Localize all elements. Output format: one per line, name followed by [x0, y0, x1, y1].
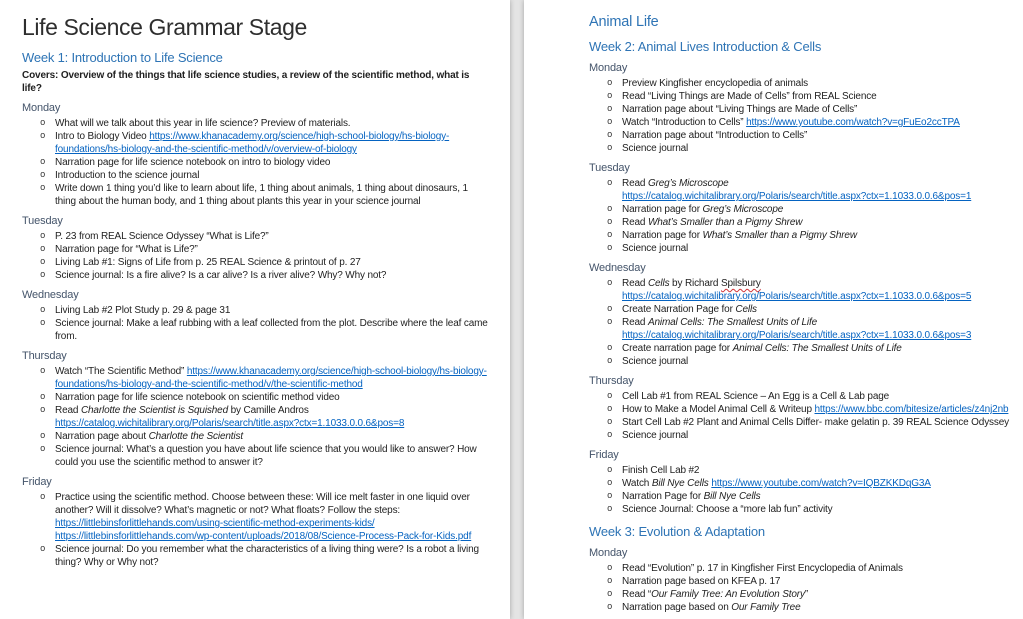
- bullet-marker: o: [40, 492, 46, 502]
- list-item-text: [55, 317, 490, 343]
- list-item: [22, 391, 490, 404]
- list-item-text: [622, 355, 1011, 368]
- bullet-list: [589, 562, 1011, 614]
- list-item-text: [55, 404, 490, 430]
- list-item: [22, 169, 490, 182]
- list-item: [22, 491, 490, 543]
- hyperlink[interactable]: https://www.youtube.com/watch?v=IQBZKKDqG3A: [711, 478, 931, 489]
- italic-title-text: Charlotte the Scientist: [148, 431, 243, 442]
- list-item: [589, 601, 1011, 614]
- bullet-marker: o: [40, 431, 46, 441]
- list-item: [22, 430, 490, 443]
- text-run: Narration page about “Introduction to Cells”: [622, 130, 808, 141]
- italic-title-text: What’s Smaller than a Pigmy Shrew: [647, 217, 803, 228]
- hyperlink[interactable]: https://www.youtube.com/watch?v=gFuEo2ccTPA: [746, 117, 960, 128]
- day-heading: Thursday: [589, 375, 634, 387]
- list-item: [589, 503, 1011, 516]
- italic-title-text: Bill Nye Cells: [651, 478, 709, 489]
- text-run: Read: [622, 278, 648, 289]
- list-item-text: [55, 243, 490, 256]
- bullet-marker: o: [607, 391, 613, 401]
- week-heading: Week 1: Introduction to Life Science: [22, 50, 223, 65]
- bullet-marker: o: [607, 104, 613, 114]
- list-item-text: [622, 142, 1011, 155]
- bullet-marker: o: [40, 244, 46, 254]
- list-item: [589, 342, 1011, 355]
- italic-title-text: Cells: [647, 278, 670, 289]
- hyperlink[interactable]: https://catalog.wichitalibrary.org/Polaris/search/title.aspx?ctx=1.1033.0.0.6&pos=5: [622, 291, 972, 302]
- hyperlink[interactable]: https://littlebinsforlittlehands.com/wp-content/uploads/2018/08/Science-Process-Pack-for-Kids.pdf: [55, 531, 472, 542]
- page-gap: [510, 0, 524, 619]
- list-item: [22, 256, 490, 269]
- text-run: Science journal: [622, 430, 689, 441]
- text-run: Narration page for life science notebook on intro to biology video: [55, 157, 331, 168]
- section-title: Animal Life: [589, 14, 659, 30]
- day-heading: Wednesday: [22, 289, 79, 301]
- text-run: Preview Kingfisher encyclopedia of animals: [622, 78, 809, 89]
- bullet-marker: o: [40, 231, 46, 241]
- bullet-marker: o: [607, 602, 613, 612]
- bullet-marker: o: [607, 563, 613, 573]
- text-run: Read “Living Things are Made of Cells” from REAL Science: [622, 91, 877, 102]
- list-item: [589, 90, 1011, 103]
- text-run: Read: [622, 317, 648, 328]
- list-item-text: [55, 182, 490, 208]
- bullet-marker: o: [607, 417, 613, 427]
- day-heading: Tuesday: [22, 215, 63, 227]
- list-item: [589, 429, 1011, 442]
- bullet-marker: o: [607, 576, 613, 586]
- text-run: Narration page about “Living Things are Made of Cells”: [622, 104, 858, 115]
- list-item: [589, 575, 1011, 588]
- text-run: Watch “Introduction to Cells”: [622, 117, 747, 128]
- bullet-marker: o: [40, 183, 46, 193]
- bullet-marker: o: [607, 404, 613, 414]
- bullet-marker: o: [607, 589, 613, 599]
- bullet-marker: o: [607, 465, 613, 475]
- text-run: Narration page for life science notebook on scientific method video: [55, 392, 340, 403]
- list-item-text: [622, 490, 1011, 503]
- bullet-marker: o: [607, 143, 613, 153]
- bullet-marker: o: [607, 91, 613, 101]
- list-item: [22, 243, 490, 256]
- bullet-list: [589, 390, 1011, 442]
- text-run: Science journal: [622, 143, 689, 154]
- bullet-list: [22, 491, 490, 569]
- list-item-text: [622, 103, 1011, 116]
- italic-title-text: Greg’s Microscope: [702, 204, 784, 215]
- list-item-text: [622, 429, 1011, 442]
- week-heading: Week 3: Evolution & Adaptation: [589, 524, 765, 539]
- list-item: [589, 242, 1011, 255]
- text-run: by Camille Andros: [228, 405, 309, 416]
- list-item-text: [55, 169, 490, 182]
- text-run: by Richard: [669, 278, 721, 289]
- bullet-marker: o: [607, 491, 613, 501]
- day-heading: Tuesday: [589, 162, 630, 174]
- day-heading: Friday: [22, 476, 52, 488]
- list-item: [589, 588, 1011, 601]
- bullet-list: [589, 77, 1011, 155]
- text-run: Watch: [622, 478, 652, 489]
- hyperlink[interactable]: https://catalog.wichitalibrary.org/Polaris/search/title.aspx?ctx=1.1033.0.0.6&pos=1: [622, 191, 972, 202]
- list-item: [589, 129, 1011, 142]
- bullet-marker: o: [607, 230, 613, 240]
- text-run: Read: [622, 217, 648, 228]
- list-item-text: [622, 216, 1011, 229]
- list-item-text: [622, 588, 1011, 601]
- list-item-text: [622, 342, 1011, 355]
- list-item: [22, 443, 490, 469]
- day-heading: Friday: [589, 449, 619, 461]
- text-run: Watch “The Scientific Method”: [55, 366, 187, 377]
- text-run: Read: [55, 405, 81, 416]
- bullet-marker: o: [607, 217, 613, 227]
- text-run: Science journal: Is a fire alive? Is a car alive? Is a river alive? Why? Why not?: [55, 270, 387, 281]
- list-item-text: [55, 443, 490, 469]
- list-item-text: [55, 117, 490, 130]
- list-item-text: [55, 130, 490, 156]
- list-item: [589, 116, 1011, 129]
- list-item: [22, 182, 490, 208]
- bullet-marker: o: [40, 444, 46, 454]
- bullet-marker: o: [607, 504, 613, 514]
- list-item: [589, 416, 1011, 429]
- day-heading: Monday: [589, 62, 628, 74]
- text-run: Finish Cell Lab #2: [622, 465, 700, 476]
- text-run: Cell Lab #1 from REAL Science – An Egg is a Cell & Lab page: [622, 391, 890, 402]
- list-item: [589, 490, 1011, 503]
- list-item: [589, 303, 1011, 316]
- text-run: Living Lab #2 Plot Study p. 29 & page 31: [55, 305, 231, 316]
- hyperlink[interactable]: https://www.khanacademy.org/science/high-school-biology/hs-biology-foundations/hs-biology-and-the-scientific-method/v/the-scientific-method: [55, 366, 487, 390]
- text-run: ”: [804, 589, 809, 600]
- bullet-marker: o: [40, 305, 46, 315]
- list-item: [22, 304, 490, 317]
- day-heading: Monday: [22, 102, 61, 114]
- list-item: [22, 156, 490, 169]
- list-item: [589, 103, 1011, 116]
- list-item: [589, 142, 1011, 155]
- list-item-text: [622, 303, 1011, 316]
- list-item: [22, 117, 490, 130]
- text-run: Intro to Biology Video: [55, 131, 150, 142]
- list-item: [22, 130, 490, 156]
- list-item: [589, 277, 1011, 303]
- list-item: [22, 404, 490, 430]
- list-item: [22, 230, 490, 243]
- day-heading: Wednesday: [589, 262, 646, 274]
- hyperlink[interactable]: https://catalog.wichitalibrary.org/Polaris/search/title.aspx?ctx=1.1033.0.0.6&pos=8: [55, 418, 405, 429]
- list-item: [589, 203, 1011, 216]
- week-heading: Week 2: Animal Lives Introduction & Cells: [589, 39, 822, 54]
- bullet-marker: o: [40, 270, 46, 280]
- text-run: How to Make a Model Animal Cell & Writeup: [622, 404, 815, 415]
- bullet-marker: o: [607, 278, 613, 288]
- list-item: [589, 216, 1011, 229]
- list-item: [589, 464, 1011, 477]
- list-item: [22, 365, 490, 391]
- misspelled-word: Spilsbury: [720, 278, 761, 289]
- text-run: Narration page for “What is Life?”: [55, 244, 198, 255]
- list-item: [589, 562, 1011, 575]
- bullet-marker: o: [607, 317, 613, 327]
- list-item-text: [622, 575, 1011, 588]
- covers-summary: Covers: Overview of the things that life science studies, a review of the scientific method, what is life?: [22, 70, 470, 94]
- italic-title-text: Our Family Tree: An Evolution Story: [651, 589, 805, 600]
- text-run: Practice using the scientific method. Choose between these: Will ice melt faster in one liquid over another? Will it dissolve? What’s magnetic or not? What floats? Follow the steps:: [55, 492, 470, 516]
- text-run: Narration page about: [55, 431, 149, 442]
- list-item: [589, 355, 1011, 368]
- list-item-text: [622, 316, 1011, 342]
- list-item: [22, 317, 490, 343]
- bullet-list: [589, 464, 1011, 516]
- list-item: [589, 229, 1011, 242]
- bullet-marker: o: [607, 430, 613, 440]
- hyperlink[interactable]: https://littlebinsforlittlehands.com/using-scientific-method-experiments-kids/: [55, 518, 375, 529]
- text-run: Narration page based on: [622, 602, 732, 613]
- list-item: [589, 403, 1011, 416]
- list-item-text: [55, 269, 490, 282]
- bullet-marker: o: [40, 170, 46, 180]
- text-run: Narration page for: [622, 204, 703, 215]
- bullet-marker: o: [607, 356, 613, 366]
- list-item-text: [622, 601, 1011, 614]
- text-run: Read: [622, 178, 648, 189]
- bullet-marker: o: [607, 478, 613, 488]
- list-item-text: [622, 562, 1011, 575]
- bullet-marker: o: [40, 318, 46, 328]
- list-item: [589, 77, 1011, 90]
- list-item: [589, 316, 1011, 342]
- list-item-text: [55, 156, 490, 169]
- text-run: Narration page based on KFEA p. 17: [622, 576, 781, 587]
- bullet-list: [22, 117, 490, 208]
- italic-title-text: Charlotte the Scientist is Squished: [80, 405, 228, 416]
- list-item-text: [55, 391, 490, 404]
- bullet-marker: o: [40, 392, 46, 402]
- list-item: [589, 390, 1011, 403]
- bullet-marker: o: [607, 304, 613, 314]
- bullet-marker: o: [40, 157, 46, 167]
- list-item-text: [622, 77, 1011, 90]
- list-item-text: [622, 129, 1011, 142]
- bullet-list: [22, 230, 490, 282]
- list-item-text: [622, 503, 1011, 516]
- text-run: Read “Evolution” p. 17 in Kingfisher First Encyclopedia of Animals: [622, 563, 903, 574]
- document-title: Life Science Grammar Stage: [22, 14, 307, 40]
- bullet-marker: o: [40, 118, 46, 128]
- list-item: [22, 543, 490, 569]
- italic-title-text: Our Family Tree: [731, 602, 801, 613]
- text-run: What will we talk about this year in life science? Preview of materials.: [55, 118, 351, 129]
- bullet-marker: o: [40, 366, 46, 376]
- text-run: Science journal: What’s a question you have about life science that you would like to answer? How could you use the scientific method to answer it?: [55, 444, 477, 468]
- list-item-text: [622, 90, 1011, 103]
- text-run: P. 23 from REAL Science Odyssey “What is Life?”: [55, 231, 269, 242]
- list-item-text: [622, 242, 1011, 255]
- page-left: [0, 0, 510, 619]
- page-right: [524, 0, 1023, 619]
- bullet-list: [22, 365, 490, 469]
- list-item: [22, 269, 490, 282]
- bullet-marker: o: [607, 204, 613, 214]
- text-run: Science journal: [622, 356, 689, 367]
- day-heading: Thursday: [22, 350, 67, 362]
- list-item-text: [622, 177, 1011, 203]
- text-run: Create narration page for: [622, 343, 733, 354]
- list-item-text: [55, 365, 490, 391]
- list-item-text: [622, 416, 1011, 429]
- list-item-text: [622, 477, 1011, 490]
- list-item-text: [55, 491, 490, 543]
- bullet-marker: o: [607, 78, 613, 88]
- bullet-marker: o: [40, 131, 46, 141]
- text-run: Start Cell Lab #2 Plant and Animal Cells Differ- make gelatin p. 39 REAL Science Odyssey: [622, 417, 1010, 428]
- italic-title-text: Animal Cells: The Smallest Units of Life: [647, 317, 818, 328]
- list-item-text: [55, 543, 490, 569]
- text-run: Science journal: Do you remember what the characteristics of a living thing were? Is a robot a living thing? Why or Why not?: [55, 544, 479, 568]
- list-item-text: [55, 430, 490, 443]
- bullet-marker: o: [40, 544, 46, 554]
- bullet-marker: o: [40, 405, 46, 415]
- italic-title-text: Greg’s Microscope: [647, 178, 729, 189]
- bullet-list: [589, 277, 1011, 368]
- text-run: Introduction to the science journal: [55, 170, 200, 181]
- text-run: Narration page for: [622, 230, 703, 241]
- list-item-text: [55, 230, 490, 243]
- list-item-text: [55, 256, 490, 269]
- list-item-text: [55, 304, 490, 317]
- hyperlink[interactable]: https://www.khanacademy.org/science/high-school-biology/hs-biology-foundations/hs-biology-and-the-scientific-method/v/overview-of-biology: [55, 131, 450, 155]
- bullet-marker: o: [607, 343, 613, 353]
- bullet-marker: o: [607, 117, 613, 127]
- bullet-marker: o: [607, 178, 613, 188]
- list-item-text: [622, 203, 1011, 216]
- text-run: Narration Page for: [622, 491, 704, 502]
- hyperlink[interactable]: https://www.bbc.com/bitesize/articles/z4nj2nb: [814, 404, 1009, 415]
- list-item: [589, 177, 1011, 203]
- list-item-text: [622, 464, 1011, 477]
- text-run: Living Lab #1: Signs of Life from p. 25 REAL Science & printout of p. 27: [55, 257, 361, 268]
- bullet-marker: o: [607, 243, 613, 253]
- bullet-marker: o: [40, 257, 46, 267]
- list-item-text: [622, 390, 1011, 403]
- bullet-marker: o: [607, 130, 613, 140]
- text-run: Read “: [622, 589, 652, 600]
- list-item-text: [622, 277, 1011, 303]
- bullet-list: [589, 177, 1011, 255]
- text-run: Create Narration Page for: [622, 304, 736, 315]
- list-item-text: [622, 403, 1011, 416]
- hyperlink[interactable]: https://catalog.wichitalibrary.org/Polaris/search/title.aspx?ctx=1.1033.0.0.6&pos=3: [622, 330, 972, 341]
- list-item-text: [622, 229, 1011, 242]
- day-heading: Monday: [589, 547, 628, 559]
- text-run: Science journal: Make a leaf rubbing with a leaf collected from the plot. Describe where the leaf came from.: [55, 318, 488, 342]
- text-run: Science Journal: Choose a “more lab fun” activity: [622, 504, 833, 515]
- italic-title-text: Bill Nye Cells: [703, 491, 761, 502]
- text-run: Write down 1 thing you’d like to learn about life, 1 thing about animals, 1 thing about dinosaurs, 1 thing about the human body, and 1 thing about plants this year in your science journal: [55, 183, 468, 207]
- list-item-text: [622, 116, 1011, 129]
- text-run: Science journal: [622, 243, 689, 254]
- list-item: [589, 477, 1011, 490]
- italic-title-text: What’s Smaller than a Pigmy Shrew: [702, 230, 857, 241]
- italic-title-text: Animal Cells: The Smallest Units of Life: [732, 343, 902, 354]
- italic-title-text: Cells: [735, 304, 757, 315]
- bullet-list: [22, 304, 490, 343]
